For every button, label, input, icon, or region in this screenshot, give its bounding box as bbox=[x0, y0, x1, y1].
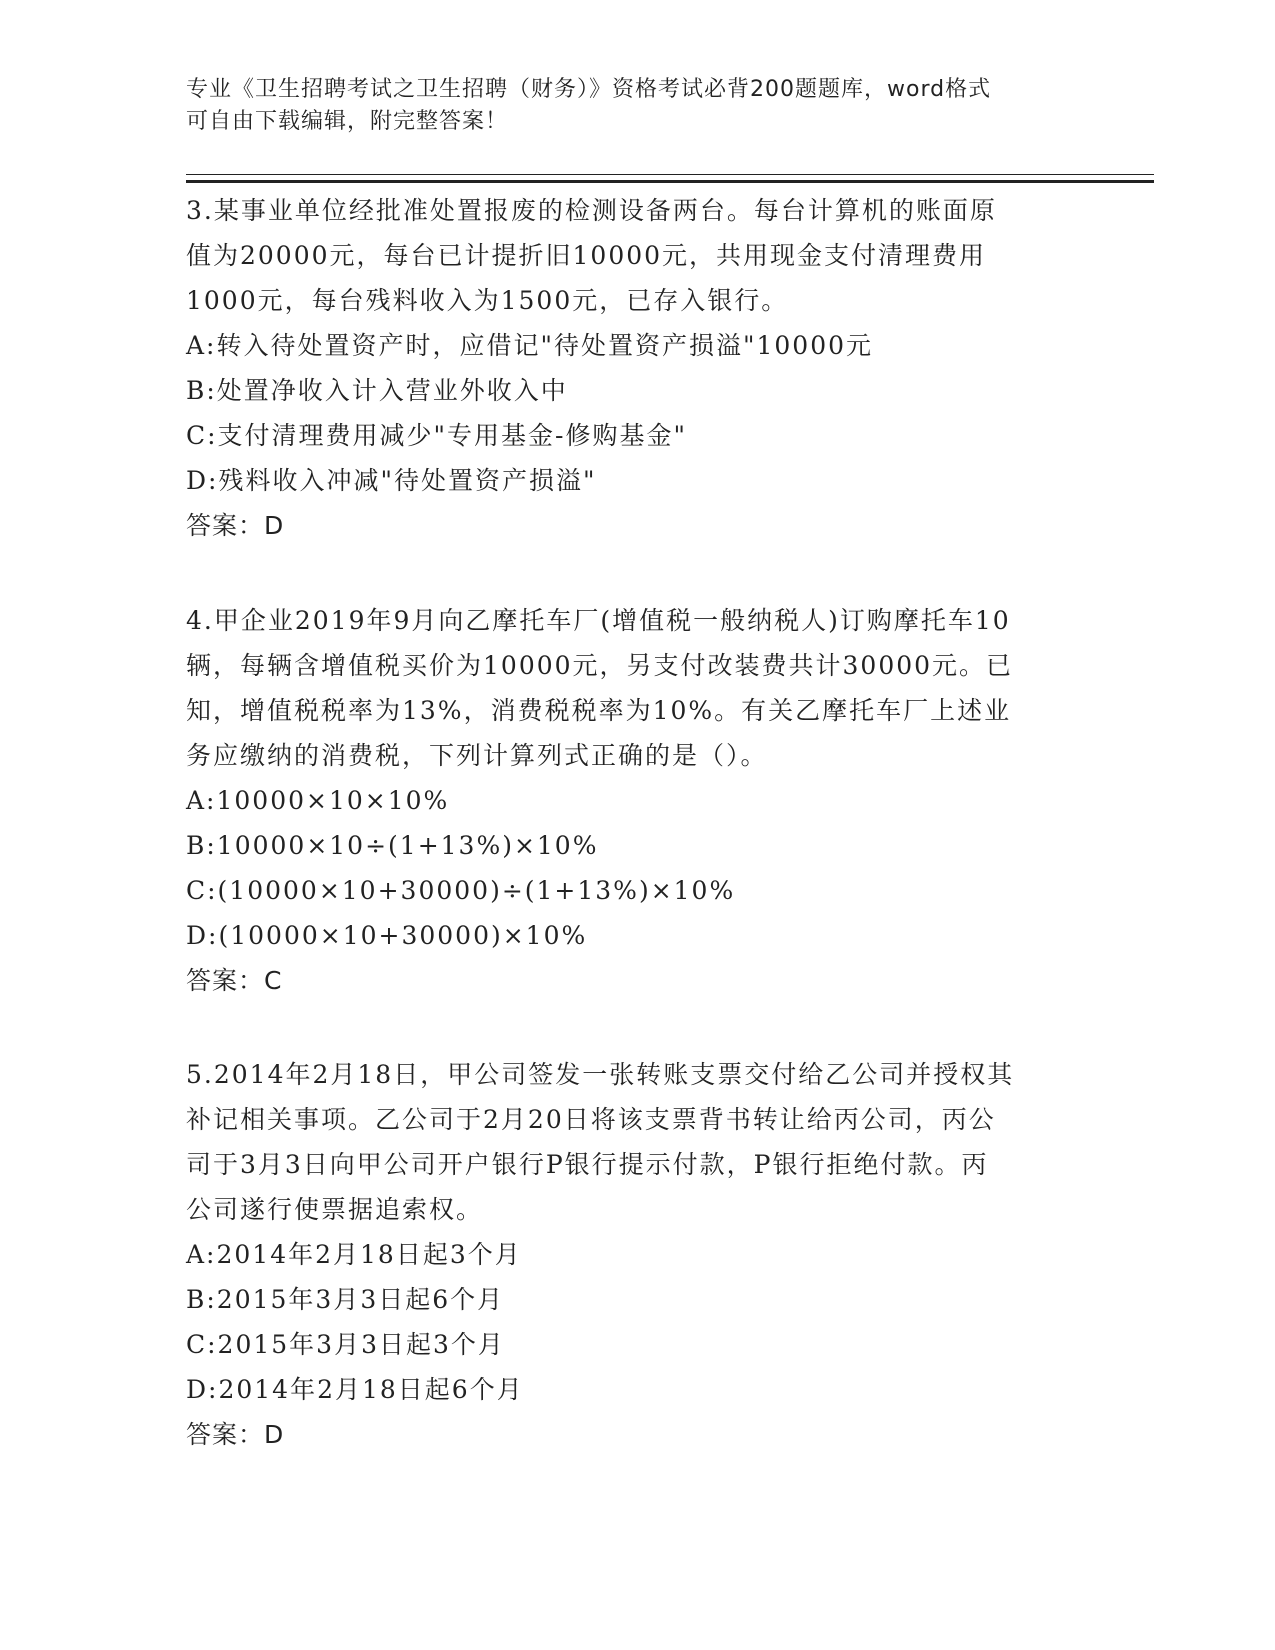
question-text-line: 4.甲企业2019年9月向乙摩托车厂(增值税一般纳税人)订购摩托车10 bbox=[186, 606, 1011, 635]
question-text-line: 辆，每辆含增值税买价为10000元，另支付改装费共计30000元。已 bbox=[186, 651, 1014, 680]
question-text-line: 补记相关事项。乙公司于2月20日将该支票背书转让给丙公司，丙公 bbox=[186, 1105, 996, 1134]
header-line-1: 专业《卫生招聘考试之卫生招聘（财务）》资格考试必背200题题库，word格式 bbox=[186, 77, 992, 102]
header-rule-thin bbox=[186, 174, 1154, 175]
question-text-line: 值为20000元，每台已计提折旧10000元，共用现金支付清理费用 bbox=[186, 241, 987, 270]
question-text-line: 知，增值税税率为13%，消费税税率为10%。有关乙摩托车厂上述业 bbox=[186, 696, 1012, 725]
question-text-line: 5.2014年2月18日，甲公司签发一张转账支票交付给乙公司并授权其 bbox=[186, 1060, 1015, 1089]
option-d: D:(10000×10+30000)×10% bbox=[186, 921, 588, 950]
option-b: B:处置净收入计入营业外收入中 bbox=[186, 376, 568, 405]
option-d: D:残料收入冲减"待处置资产损溢" bbox=[186, 466, 597, 495]
option-a: A:10000×10×10% bbox=[186, 786, 450, 815]
document-header bbox=[186, 74, 1086, 138]
option-b: B:10000×10÷(1+13%)×10% bbox=[186, 831, 599, 860]
option-d: D:2014年2月18日起6个月 bbox=[186, 1375, 524, 1404]
answer: 答案：C bbox=[186, 966, 283, 995]
question-3 bbox=[186, 188, 1086, 548]
option-c: C:2015年3月3日起3个月 bbox=[186, 1330, 505, 1359]
answer: 答案：D bbox=[186, 511, 285, 540]
question-text-line: 1000元，每台残料收入为1500元，已存入银行。 bbox=[186, 286, 789, 315]
header-rule-thick bbox=[186, 180, 1154, 183]
answer: 答案：D bbox=[186, 1420, 285, 1449]
question-4 bbox=[186, 598, 1086, 1003]
header-line-2: 可自由下载编辑，附完整答案！ bbox=[186, 109, 509, 134]
option-b: B:2015年3月3日起6个月 bbox=[186, 1285, 505, 1314]
question-text-line: 公司遂行使票据追索权。 bbox=[186, 1195, 484, 1224]
question-text-line: 务应缴纳的消费税，下列计算列式正确的是（）。 bbox=[186, 741, 768, 770]
option-a: A:转入待处置资产时，应借记"待处置资产损溢"10000元 bbox=[186, 331, 874, 360]
option-c: C:(10000×10+30000)÷(1+13%)×10% bbox=[186, 876, 736, 905]
option-c: C:支付清理费用减少"专用基金-修购基金" bbox=[186, 421, 687, 450]
question-text-line: 3.某事业单位经批准处置报废的检测设备两台。每台计算机的账面原 bbox=[186, 196, 997, 225]
question-5 bbox=[186, 1052, 1086, 1457]
question-text-line: 司于3月3日向甲公司开户银行P银行提示付款，P银行拒绝付款。丙 bbox=[186, 1150, 989, 1179]
option-a: A:2014年2月18日起3个月 bbox=[186, 1240, 522, 1269]
